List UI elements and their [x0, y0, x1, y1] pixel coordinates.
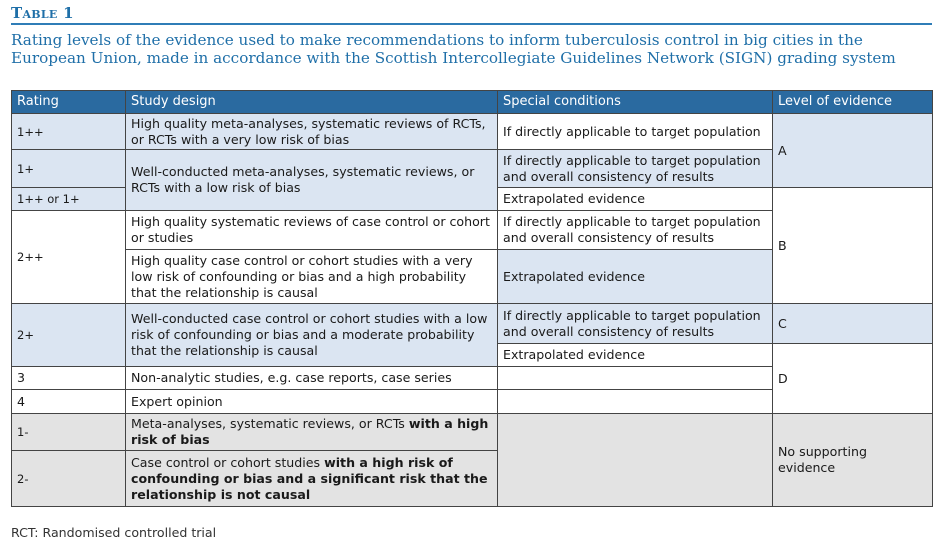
design-emphasis: with a high risk of confounding or bias and a significant risk that the relationship is not causal: [131, 454, 488, 502]
level-cell-d: D: [773, 344, 933, 414]
rating-cell: 1-: [12, 414, 126, 451]
design-text: Meta-analyses, systematic reviews, or RCTs: [131, 416, 409, 431]
rating-cell: 2++: [12, 211, 126, 304]
rating-cell: 1+: [12, 150, 126, 188]
table-header-row: [12, 91, 933, 114]
table-title: Table 1: [11, 4, 74, 22]
special-condition-cell: If directly applicable to target population and overall consistency of results: [498, 150, 773, 188]
study-design-cell: Well-conducted case control or cohort studies with a low risk of confounding or bias and a moderate probability that the relationship is causal: [126, 304, 498, 367]
level-cell-none: No supporting evidence: [773, 414, 933, 507]
special-condition-cell: If directly applicable to target population and overall consistency of results: [498, 211, 773, 250]
study-design-cell: High quality case control or cohort studies with a very low risk of confounding or bias and a high probability that the relationship is causal: [126, 250, 498, 304]
header-level-of-evidence: Level of evidence: [773, 91, 933, 114]
header-special-conditions: Special conditions: [498, 91, 773, 114]
study-design-cell: [126, 451, 498, 507]
level-cell-a: A: [773, 114, 933, 188]
rating-cell: 1++ or 1+: [12, 188, 126, 211]
special-condition-cell: Extrapolated evidence: [498, 250, 773, 304]
rating-cell: 3: [12, 367, 126, 390]
special-condition-cell: Extrapolated evidence: [498, 344, 773, 367]
study-design-cell: High quality systematic reviews of case control or cohort or studies: [126, 211, 498, 250]
table-footnote: RCT: Randomised controlled trial: [11, 525, 217, 540]
design-text: Case control or cohort studies: [131, 454, 325, 470]
header-rating: Rating: [12, 91, 126, 114]
rating-cell: 2+: [12, 304, 126, 367]
special-condition-cell: If directly applicable to target population and overall consistency of results: [498, 304, 773, 344]
special-condition-cell: [498, 367, 773, 390]
table-caption: Rating levels of the evidence used to make recommendations to inform tuberculosis control in big cities in the European Union, made in accordance with the Scottish Intercollegiate Guidelines Network (SIGN) grading system: [11, 31, 896, 67]
special-condition-cell: Extrapolated evidence: [498, 188, 773, 211]
level-cell-b: B: [773, 188, 933, 304]
study-design-cell: Expert opinion: [126, 390, 498, 414]
table-row: [12, 414, 933, 451]
title-divider: [11, 23, 932, 25]
design-emphasis: with a high risk of bias: [131, 416, 489, 447]
table-row: [12, 114, 933, 150]
rating-cell: 2-: [12, 451, 126, 507]
study-design-cell: Well-conducted meta-analyses, systematic reviews, or RCTs with a low risk of bias: [126, 150, 498, 211]
level-cell-c: C: [773, 304, 933, 344]
evidence-rating-table: [11, 90, 933, 507]
rating-cell: 1++: [12, 114, 126, 150]
study-design-cell: High quality meta-analyses, systematic reviews of RCTs, or RCTs with a very low risk of bias: [126, 114, 498, 150]
special-condition-cell: If directly applicable to target population: [498, 114, 773, 150]
rating-cell: 4: [12, 390, 126, 414]
special-condition-cell: [498, 390, 773, 414]
table-row: [12, 304, 933, 344]
special-condition-cell: [498, 414, 773, 507]
study-design-cell: Non-analytic studies, e.g. case reports, case series: [126, 367, 498, 390]
study-design-cell: [126, 414, 498, 451]
header-study-design: Study design: [126, 91, 498, 114]
